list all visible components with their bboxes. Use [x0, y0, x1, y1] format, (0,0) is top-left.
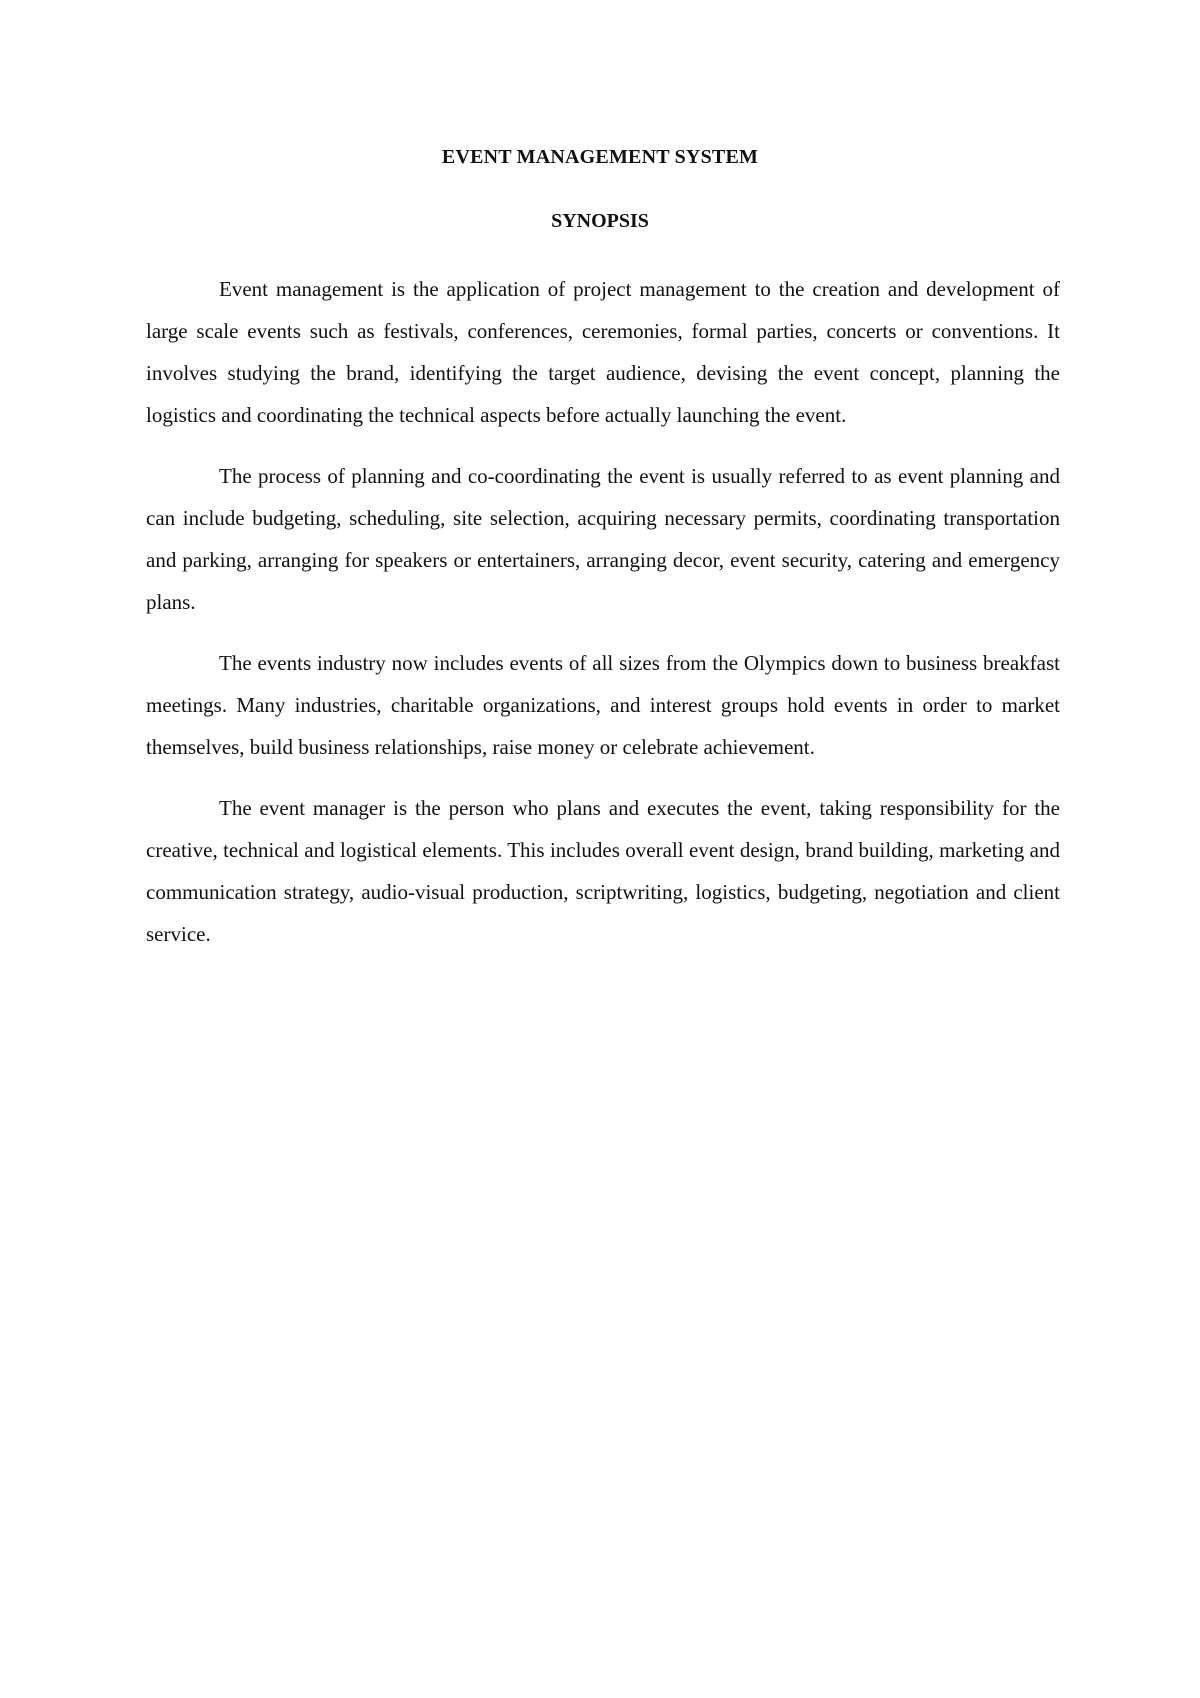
- body-text: [146, 268, 1060, 974]
- paragraph-4: The event manager is the person who plans and executes the event, taking responsibility for the creative, technical and logistical elements. This includes overall event design, brand building, marketing and communication strategy, audio-visual production, scriptwriting, logistics, budgeting, negotiation and client service.: [146, 796, 1060, 946]
- document-title: EVENT MANAGEMENT SYSTEM: [441, 146, 759, 168]
- paragraph-1: Event management is the application of project management to the creation and development of large scale events such as festivals, conferences, ceremonies, formal parties, concerts or conventions. It involves studying the brand, identifying the target audience, devising the event concept, planning the logistics and coordinating the technical aspects before actually launching the event.: [146, 277, 1060, 427]
- paragraph-2: The process of planning and co-coordinating the event is usually referred to as event planning and can include budgeting, scheduling, site selection, acquiring necessary permits, coordinating transportation and parking, arranging for speakers or entertainers, arranging decor, event security, catering and emergency plans.: [146, 464, 1060, 614]
- document-subtitle: SYNOPSIS: [551, 210, 649, 232]
- paragraph-3: The events industry now includes events of all sizes from the Olympics down to business breakfast meetings. Many industries, charitable organizations, and interest groups hold events in order to market themselves, build business relationships, raise money or celebrate achievement.: [146, 651, 1060, 759]
